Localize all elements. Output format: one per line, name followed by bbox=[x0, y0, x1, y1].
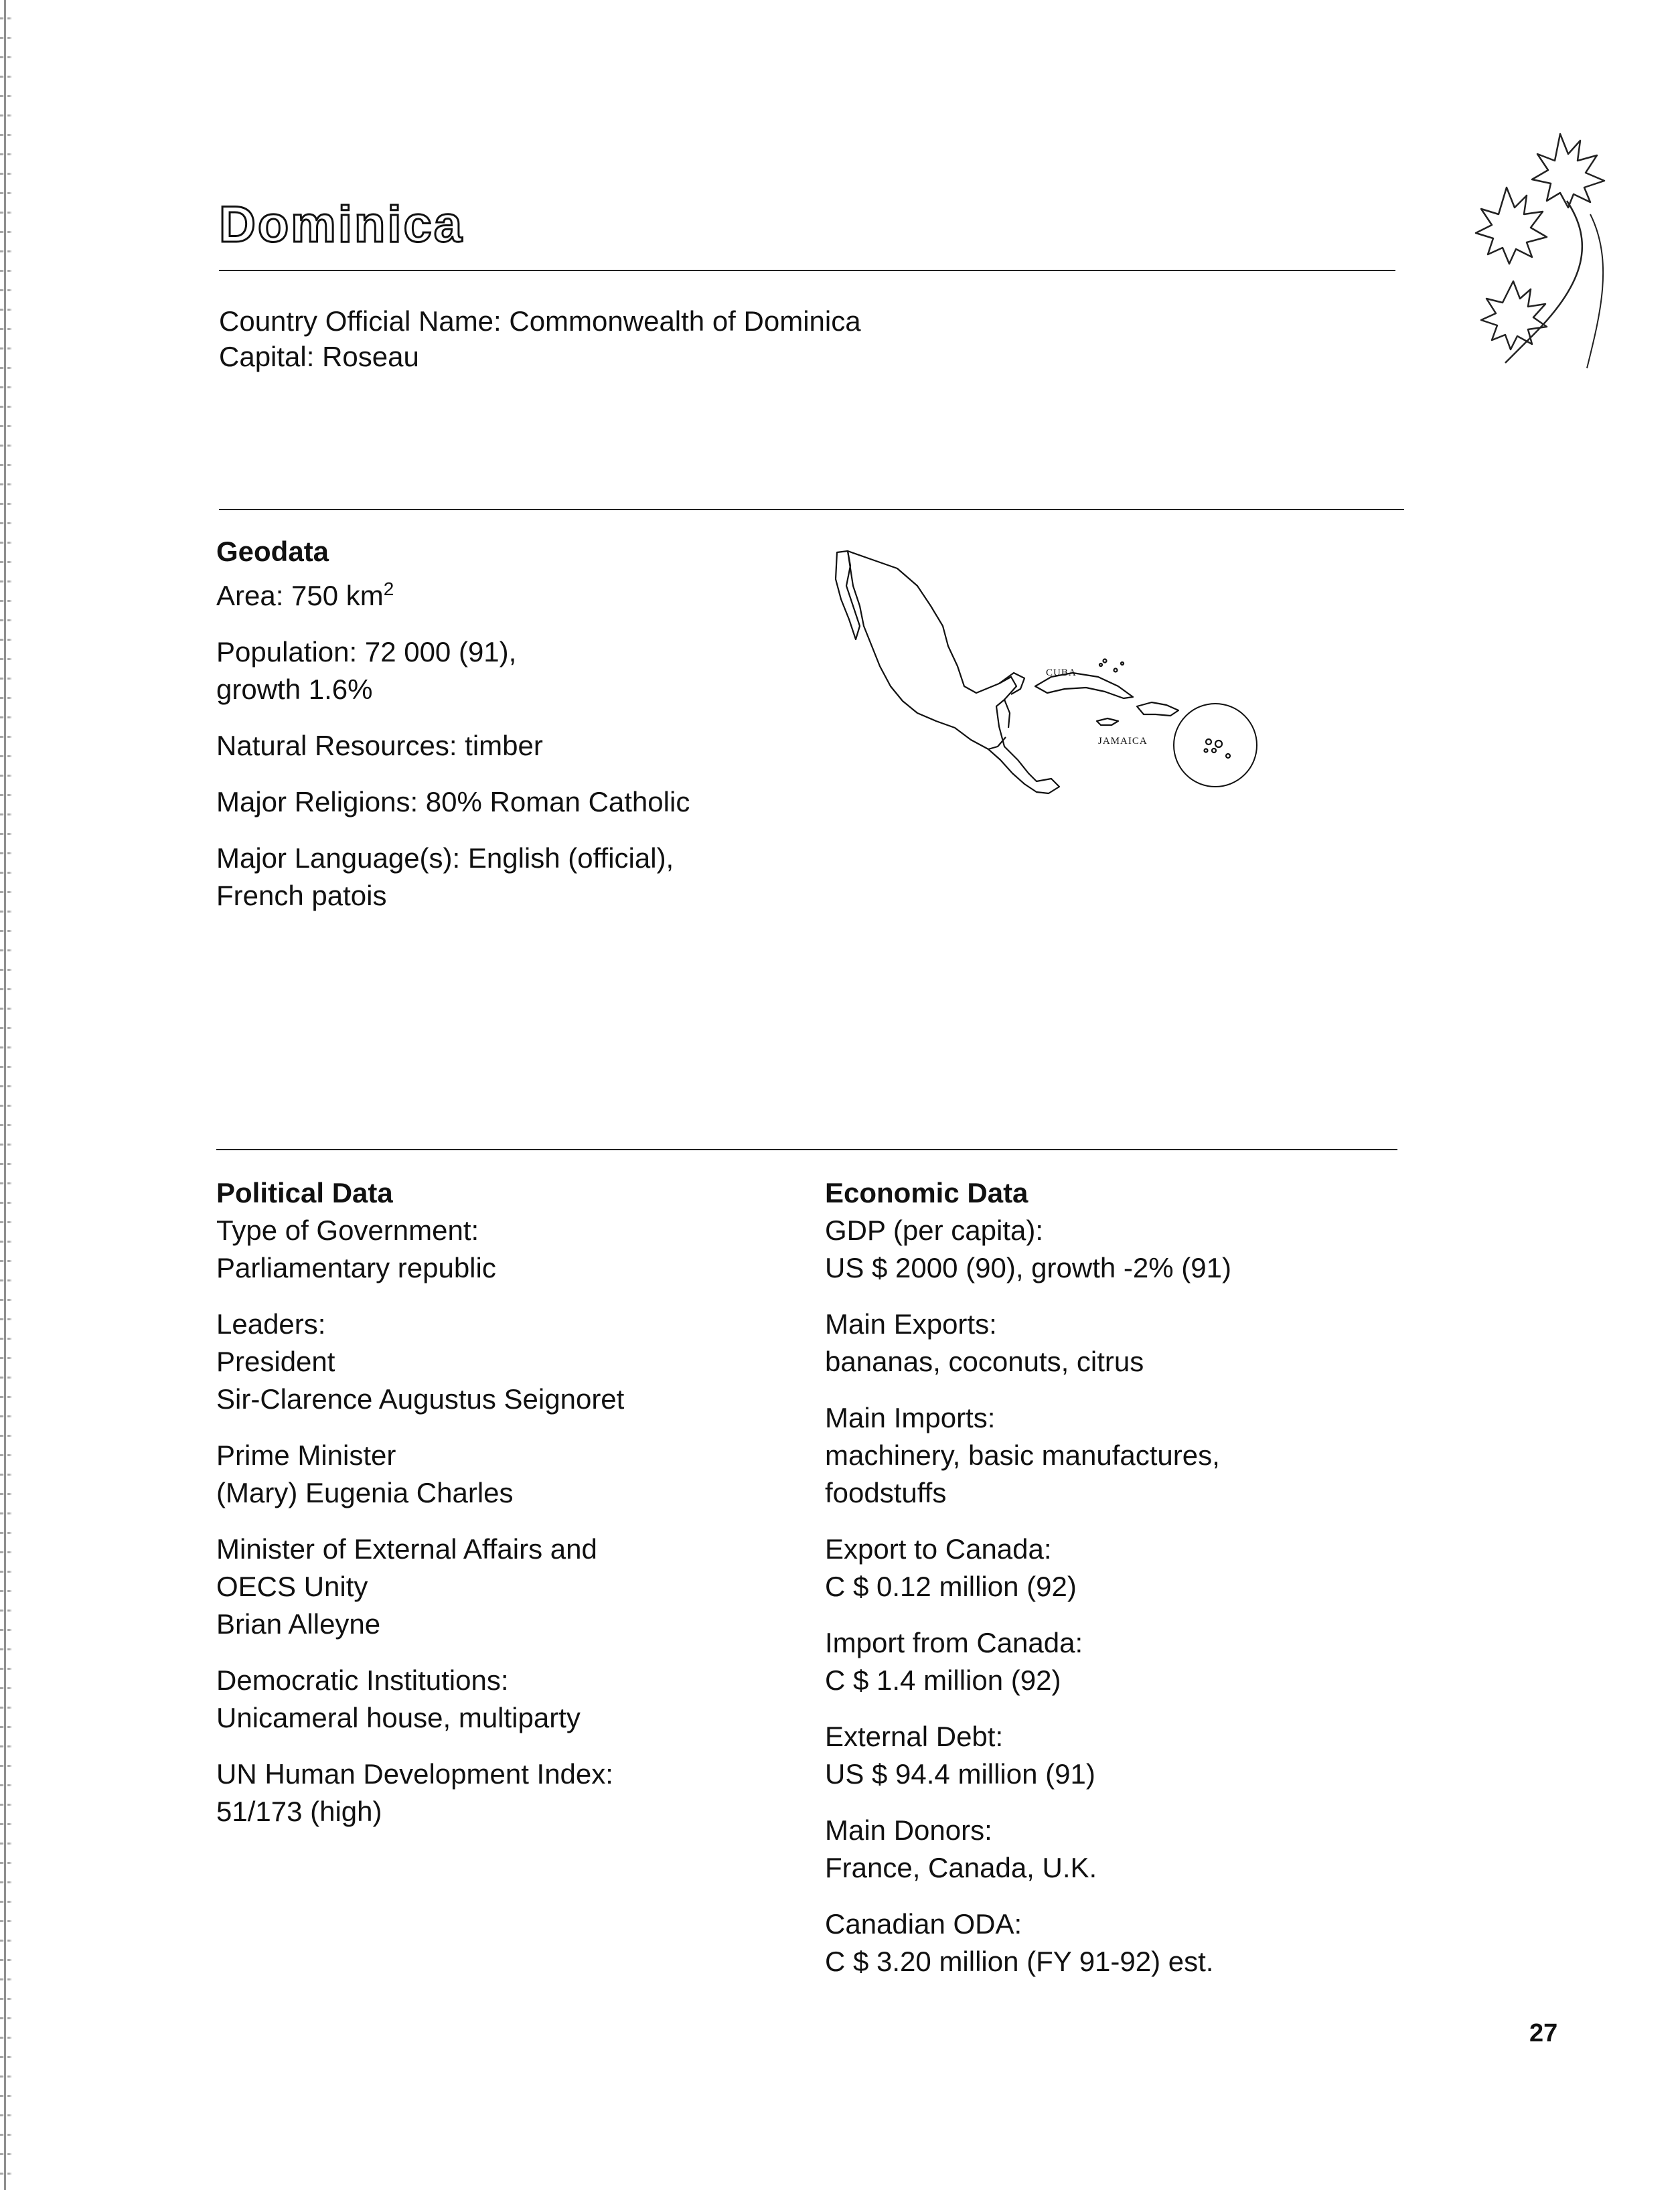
region-map bbox=[824, 546, 1279, 827]
export-to-canada-label: Export to Canada: bbox=[825, 1533, 1052, 1565]
island-dot bbox=[1226, 754, 1230, 758]
gdp-label: GDP (per capita): bbox=[825, 1215, 1044, 1246]
bahamas-dot bbox=[1103, 659, 1107, 663]
democratic-institutions-value: Unicameral house, multiparty bbox=[216, 1702, 581, 1733]
imports-value-2: foodstuffs bbox=[825, 1477, 947, 1508]
population-line-1: Population: 72 000 (91), bbox=[216, 636, 517, 668]
external-affairs-label-2: OECS Unity bbox=[216, 1571, 368, 1602]
economic-section bbox=[825, 1174, 1231, 1999]
external-debt-value: US $ 94.4 million (91) bbox=[825, 1758, 1095, 1790]
geodata-section bbox=[216, 533, 690, 933]
belize-shape bbox=[1004, 700, 1010, 728]
area-superscript: 2 bbox=[383, 578, 394, 599]
gdp-value: US $ 2000 (90), growth -2% (91) bbox=[825, 1252, 1231, 1283]
maple-leaf-logo bbox=[1453, 114, 1627, 382]
political-section bbox=[216, 1174, 624, 1849]
official-name: Country Official Name: Commonwealth of Dominica bbox=[219, 305, 861, 337]
export-to-canada-value: C $ 0.12 million (92) bbox=[825, 1571, 1077, 1602]
scan-edge-line bbox=[4, 0, 6, 2190]
hdi-value: 51/173 (high) bbox=[216, 1796, 382, 1827]
bahamas-dot bbox=[1121, 662, 1124, 665]
title-divider bbox=[219, 270, 1395, 271]
map-label-jamaica: JAMAICA bbox=[1098, 736, 1148, 747]
president-name: Sir-Clarence Augustus Seignoret bbox=[216, 1383, 625, 1415]
hispaniola-shape bbox=[1137, 702, 1178, 716]
bahamas-dot bbox=[1099, 663, 1102, 666]
leaders-label: Leaders: bbox=[216, 1308, 326, 1340]
languages-line-2: French patois bbox=[216, 880, 387, 911]
imports-label: Main Imports: bbox=[825, 1402, 996, 1433]
government-value: Parliamentary republic bbox=[216, 1252, 496, 1283]
population-line-2: growth 1.6% bbox=[216, 674, 373, 705]
political-heading: Political Data bbox=[216, 1177, 393, 1208]
external-affairs-label-1: Minister of External Affairs and bbox=[216, 1533, 597, 1565]
external-affairs-name: Brian Alleyne bbox=[216, 1608, 381, 1640]
prime-minister-label: Prime Minister bbox=[216, 1439, 396, 1471]
natural-resources: Natural Resources: timber bbox=[216, 730, 543, 761]
canadian-oda-label: Canadian ODA: bbox=[825, 1908, 1022, 1940]
canadian-oda-value: C $ 3.20 million (FY 91-92) est. bbox=[825, 1946, 1214, 1977]
main-donors-label: Main Donors: bbox=[825, 1814, 992, 1846]
democratic-institutions-label: Democratic Institutions: bbox=[216, 1664, 509, 1696]
scan-edge bbox=[0, 0, 47, 2190]
religions: Major Religions: 80% Roman Catholic bbox=[216, 786, 690, 817]
capital: Capital: Roseau bbox=[219, 341, 419, 372]
page-number: 27 bbox=[1529, 2019, 1558, 2047]
jamaica-shape bbox=[1097, 718, 1118, 725]
island-dot bbox=[1215, 740, 1222, 747]
hdi-label: UN Human Development Index: bbox=[216, 1758, 613, 1790]
map-label-cuba: CUBA bbox=[1046, 668, 1077, 678]
island-dot bbox=[1212, 749, 1216, 753]
economic-heading: Economic Data bbox=[825, 1177, 1028, 1208]
page-title: Dominica bbox=[219, 196, 465, 253]
island-dot bbox=[1205, 749, 1208, 753]
languages-line-1: Major Language(s): English (official), bbox=[216, 842, 674, 874]
area-text: Area: 750 km bbox=[216, 580, 384, 611]
bahamas-dot bbox=[1114, 669, 1118, 672]
island-dot bbox=[1206, 739, 1211, 745]
geodata-divider bbox=[219, 509, 1404, 510]
import-from-canada-value: C $ 1.4 million (92) bbox=[825, 1664, 1061, 1696]
mexico-central-america-shape bbox=[848, 551, 1059, 793]
imports-value-1: machinery, basic manufactures, bbox=[825, 1439, 1220, 1471]
data-divider bbox=[216, 1149, 1397, 1150]
exports-value: bananas, coconuts, citrus bbox=[825, 1346, 1144, 1377]
government-label: Type of Government: bbox=[216, 1215, 479, 1246]
area bbox=[216, 570, 690, 615]
external-debt-label: External Debt: bbox=[825, 1721, 1004, 1752]
president-label: President bbox=[216, 1346, 335, 1377]
geodata-heading: Geodata bbox=[216, 536, 329, 567]
prime-minister-name: (Mary) Eugenia Charles bbox=[216, 1477, 514, 1508]
import-from-canada-label: Import from Canada: bbox=[825, 1627, 1083, 1658]
main-donors-value: France, Canada, U.K. bbox=[825, 1852, 1097, 1883]
exports-label: Main Exports: bbox=[825, 1308, 997, 1340]
